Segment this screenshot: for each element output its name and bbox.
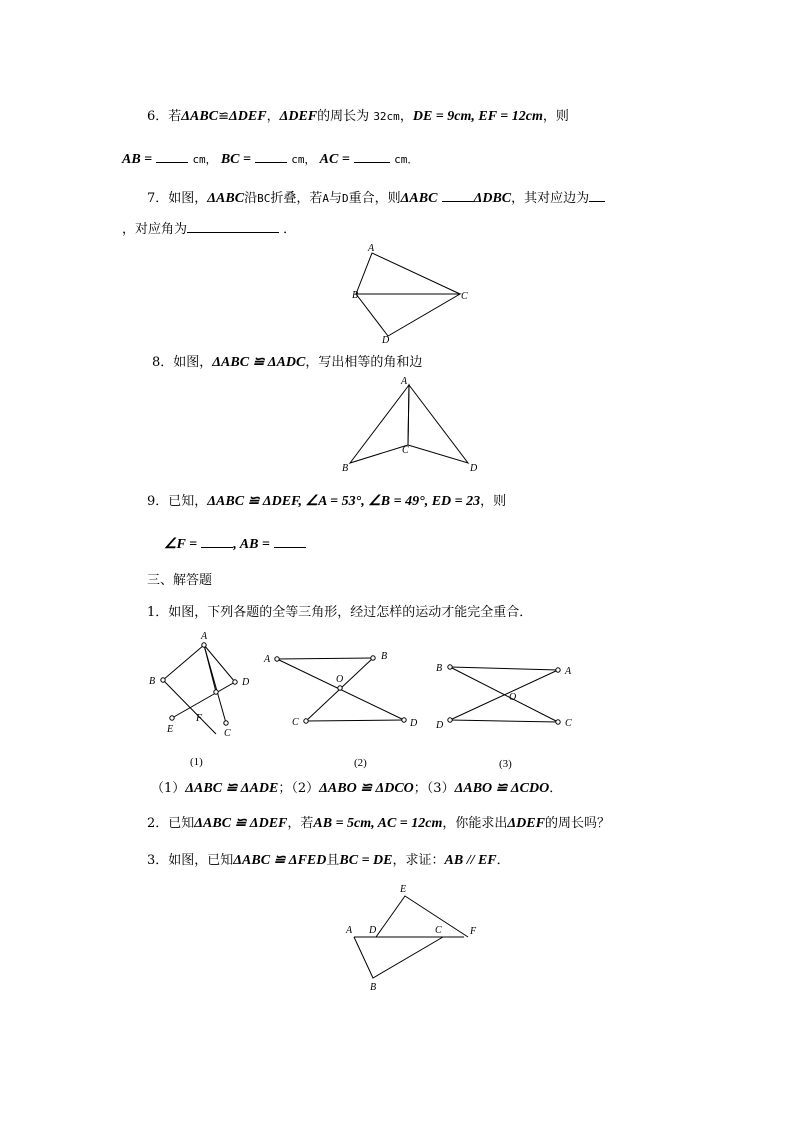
q6-given: DE = 9cm, EF = 12cm <box>412 109 543 124</box>
s1-answer-p2: ；（2） <box>278 781 320 796</box>
q7-blank-sides[interactable] <box>589 188 605 202</box>
q9-expr: ΔABC ≌ ΔDEF, ∠A = 53°, ∠B = 49°, ED = 23 <box>207 494 481 509</box>
q7-tri2: ΔABC <box>400 191 438 206</box>
q7-blank-relation[interactable] <box>442 188 474 202</box>
q6-bc-label: BC = <box>220 152 251 167</box>
s1-fig1-label-d: D <box>242 677 250 688</box>
s2-text1: ，若 <box>287 816 314 831</box>
s3-figure <box>340 880 490 995</box>
s3-triangle-fed <box>376 896 468 937</box>
q7-label-a: A <box>368 243 375 254</box>
s1-fig2-label-c: C <box>292 717 299 728</box>
q6-then: ，则 <box>542 109 569 124</box>
q7-label-c: C <box>461 291 468 302</box>
q9-ab-blank[interactable] <box>274 534 306 548</box>
s3-expr1: ΔABC ≌ ΔFED <box>233 853 327 868</box>
s1-fig1-caption: (1) <box>190 756 203 768</box>
s3-label-a: A <box>346 925 353 936</box>
q7-figure <box>350 245 480 345</box>
q9-number: 9．已知， <box>147 494 208 509</box>
q6-comma1: ， <box>266 109 280 124</box>
s1-fig2-label-a: A <box>264 654 271 665</box>
s1-fig1-triangle-ade <box>172 645 235 718</box>
s1-fig1-label-c: C <box>224 728 231 739</box>
s3-label-e: E <box>400 884 407 895</box>
q9-then: ，则 <box>480 494 507 509</box>
q6-comma2: ， <box>399 109 413 124</box>
s1-fig1-label-f: F <box>196 713 203 724</box>
q8-line <box>152 354 422 372</box>
q6-perim-text: 的周长为 <box>317 109 370 124</box>
q9-line2 <box>164 534 306 554</box>
q6-line2 <box>122 149 418 169</box>
q7-line1 <box>147 188 605 208</box>
q6-ac-label: AC = <box>319 152 350 167</box>
q7-text2: 折叠，若 <box>270 191 323 206</box>
s2-number: 2．已知 <box>147 816 195 831</box>
s2-expr: ΔABC ≌ ΔDEF <box>194 816 288 831</box>
s1-fig2-label-d: D <box>410 718 418 729</box>
q6-ab-blank[interactable] <box>156 149 188 163</box>
s1-fig3-label-d: D <box>436 720 444 731</box>
s1-fig1-label-e: E <box>167 724 174 735</box>
s3-text2: ，求证： <box>392 853 445 868</box>
q9-f-label: ∠F = <box>164 537 198 552</box>
s1-fig3-label-b: B <box>436 663 443 674</box>
s1-answer-p1: （1） <box>151 781 186 796</box>
s3-label-c: C <box>435 925 442 936</box>
s2-line <box>147 815 610 833</box>
q7-text5: ，其对应边为 <box>511 191 590 206</box>
q8-text: ，写出相等的角和边 <box>305 355 423 370</box>
q7-blank-angles[interactable] <box>187 219 279 233</box>
q7-text1: 沿 <box>244 191 258 206</box>
s1-answer <box>151 780 562 798</box>
q9-f-blank[interactable] <box>201 534 233 548</box>
s1-text: 1．如图，下列各题的全等三角形，经过怎样的运动才能完全重合． <box>147 605 533 620</box>
s3-label-d: D <box>369 925 377 936</box>
s3-expr3: AB // EF <box>444 853 497 868</box>
s3-label-b: B <box>370 982 377 993</box>
q7-line2 <box>122 219 296 239</box>
q7-tri1: ΔABC <box>207 191 245 206</box>
q6-cong: ≌ <box>218 109 229 124</box>
s1-answer-e3: ΔABO ≌ ΔCDO <box>454 781 550 796</box>
q6-bc-blank[interactable] <box>255 149 287 163</box>
q8-label-d: D <box>470 463 478 474</box>
s3-label-f: F <box>470 926 477 937</box>
q8-expr: ΔABC ≌ ΔADC <box>212 355 306 370</box>
q9-ab-label: , AB = <box>233 537 270 552</box>
q7-number: 7．如图， <box>147 191 208 206</box>
s1-fig1-label-b: B <box>149 676 156 687</box>
section-title: 三、解答题 <box>147 573 213 588</box>
q7-triangle-abc <box>356 253 460 294</box>
s3-line <box>147 852 510 870</box>
s1-fig3-caption: (3) <box>499 758 512 770</box>
q6-unit2: cm， <box>291 153 316 166</box>
q7-edge: BC <box>257 192 271 205</box>
q7-line2-start: ，对应角为 <box>122 222 188 237</box>
s2-given: AB = 5cm, AC = 12cm <box>313 816 443 831</box>
q6-perim-value: 32cm <box>373 110 400 123</box>
s1-figure-1 <box>145 627 265 772</box>
s3-expr2: BC = DE <box>339 853 393 868</box>
q6-tri3: ΔDEF <box>279 109 318 124</box>
s2-text2: ，你能求出 <box>442 816 508 831</box>
q7-tri3: ΔDBC <box>473 191 512 206</box>
q6-number: 6．若 <box>147 109 182 124</box>
s1-fig2-label-b: B <box>381 651 388 662</box>
q6-unit3: cm． <box>394 153 419 166</box>
s1-fig3-label-o: O <box>509 692 517 703</box>
q6-tri1: ΔABC <box>181 109 219 124</box>
s1-answer-e2: ΔABO ≌ ΔDCO <box>319 781 414 796</box>
q7-label-d: D <box>382 335 390 346</box>
q8-triangle-abc <box>350 385 409 463</box>
s1-fig2-label-o: O <box>336 674 344 685</box>
s1-answer-e1: ΔABC ≌ ΔADE <box>185 781 279 796</box>
q7-end: ． <box>283 222 297 237</box>
s3-number: 3．如图，已知 <box>147 853 234 868</box>
s2-text3: 的周长吗？ <box>544 816 610 831</box>
q6-unit1: cm， <box>192 153 217 166</box>
q8-label-c: C <box>402 445 409 456</box>
s3-triangle-abc <box>354 937 443 978</box>
s1-answer-end: ． <box>549 781 563 796</box>
q6-ab-label: AB = <box>122 152 153 167</box>
q6-tri2: ΔDEF <box>228 109 267 124</box>
s1-fig3-label-a: A <box>565 666 572 677</box>
s2-tri: ΔDEF <box>507 816 545 831</box>
q7-triangle-dbc <box>356 294 460 336</box>
s1-fig3-label-c: C <box>565 718 572 729</box>
q7-text4: 重合，则 <box>348 191 401 206</box>
s3-text1: 且 <box>326 853 340 868</box>
q7-text3: 与 <box>328 191 342 206</box>
s1-figure-2 <box>260 642 430 772</box>
q6-ac-blank[interactable] <box>354 149 390 163</box>
q9-line1 <box>147 493 506 511</box>
q7-point-d: D <box>342 192 349 205</box>
s1-fig2-caption: (2) <box>354 757 367 769</box>
q6-line1 <box>147 108 569 126</box>
s1-answer-p3: ；（3） <box>413 781 455 796</box>
q8-label-a: A <box>401 376 408 387</box>
q8-number: 8．如图， <box>152 355 213 370</box>
q7-label-b: B <box>352 290 359 301</box>
s3-end: ． <box>496 853 510 868</box>
s1-figure-3 <box>430 655 585 773</box>
q8-triangle-adc <box>408 385 468 463</box>
q7-point-a: A <box>322 192 329 205</box>
s1-fig1-label-a: A <box>201 631 208 642</box>
q8-figure <box>340 375 485 480</box>
q8-label-b: B <box>342 463 349 474</box>
